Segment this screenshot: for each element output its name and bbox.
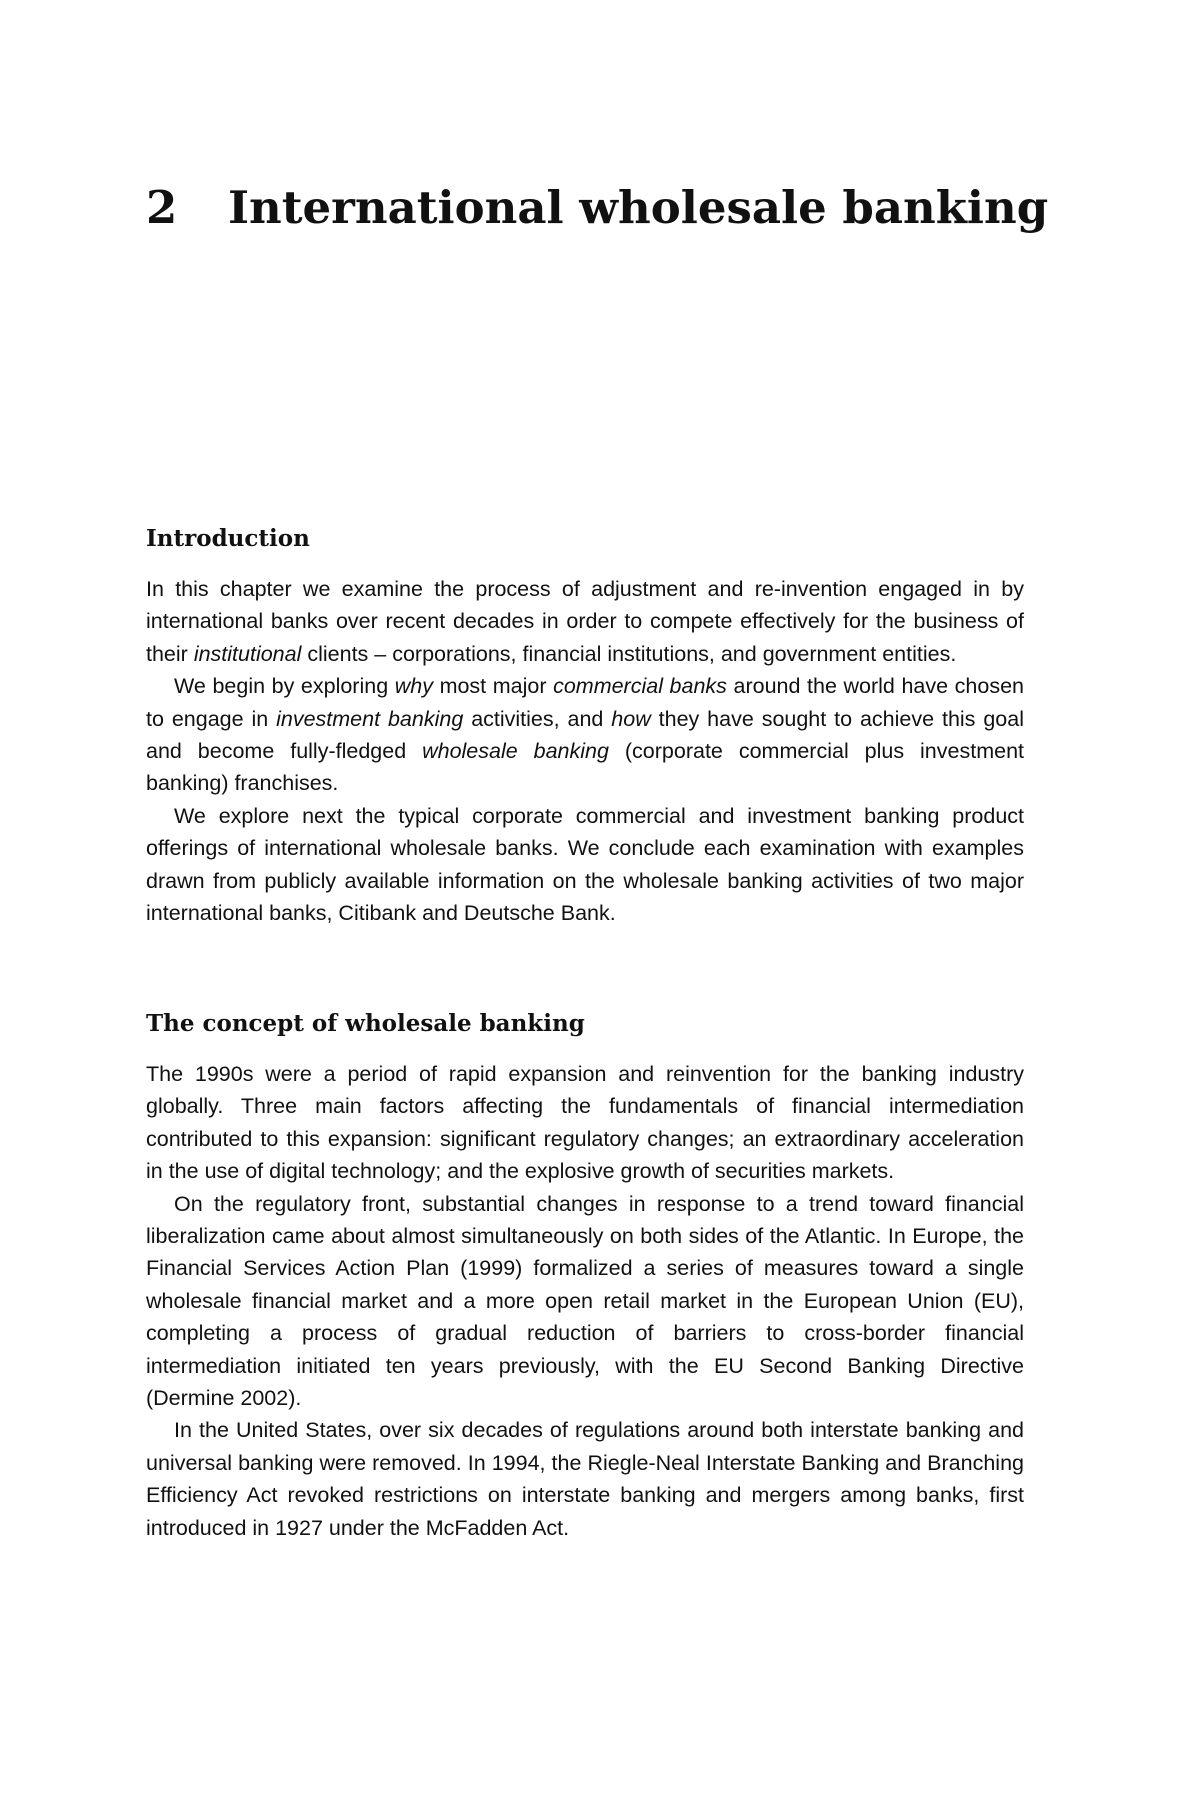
text-run: clients – corporations, financial institutions, and government entities. [301,641,957,666]
text-run: activities, and [463,706,612,731]
emphasis-investment-banking: investment banking [276,706,464,731]
introduction-paragraph-1 [146,573,1024,670]
text-run: In this chapter we examine the process of adjustment and re-invention engaged in by international banks over recent decades in order to compete effectively for the business of their [146,577,1024,666]
text-run: most major [432,674,554,699]
introduction-heading: Introduction [146,525,310,552]
concept-heading: The concept of wholesale banking [146,1010,585,1037]
introduction-section [146,523,1024,929]
chapter-title: International wholesale banking [228,181,1049,235]
emphasis-commercial-banks: commercial banks [553,674,727,699]
chapter-number: 2 [146,181,178,235]
text-run: around the world have chosen to engage in [146,674,1024,731]
introduction-paragraph-3: We explore next the typical corporate commercial and investment banking product offerings of international wholesale banks. We conclude each examination with examples drawn from publicly available information on the wholesale banking activities of two major international banks, Citibank and Deutsche Bank. [146,803,1024,926]
emphasis-how: how [611,706,651,731]
emphasis-wholesale-banking: wholesale banking [422,739,609,764]
concept-section [146,1008,1024,1544]
text-run: they have sought to achieve this goal and become fully-fledged [146,706,1024,764]
emphasis-why: why [394,674,433,699]
concept-paragraph-2: On the regulatory front, substantial changes in response to a trend toward financial liberalization came about almost simultaneously on both sides of the Atlantic. In Europe, the Financial Services Action Plan (1999) formalized a series of measures toward a single wholesale financial market and a more open retail market in the European Union (EU), completing a process of gradual reduction of barriers to cross-border financial intermediation initiated ten years previously, with the EU Second Banking Directive (Dermine 2002). [146,1191,1024,1411]
concept-paragraph-1: The 1990s were a period of rapid expansion and reinvention for the banking industry globally. Three main factors affecting the fundamentals of financial intermediation contributed to this expansion: significant regulatory changes; an extraordinary acceleration in the use of digital technology; and the explosive growth of securities markets. [146,1062,1024,1184]
introduction-paragraph-2 [146,670,1024,800]
text-run: (corporate commercial plus investment banking) franchises. [146,739,1024,796]
emphasis-institutional: institutional [193,641,302,666]
text-run: We begin by exploring [174,674,395,699]
chapter-heading [146,178,1049,238]
concept-paragraph-3: In the United States, over six decades of regulations around both interstate banking and universal banking were removed. In 1994, the Riegle-Neal Interstate Banking and Branching Efficiency Act revoked restrictions on interstate banking and mergers among banks, first introduced in 1927 under the McFadden Act. [146,1418,1024,1540]
